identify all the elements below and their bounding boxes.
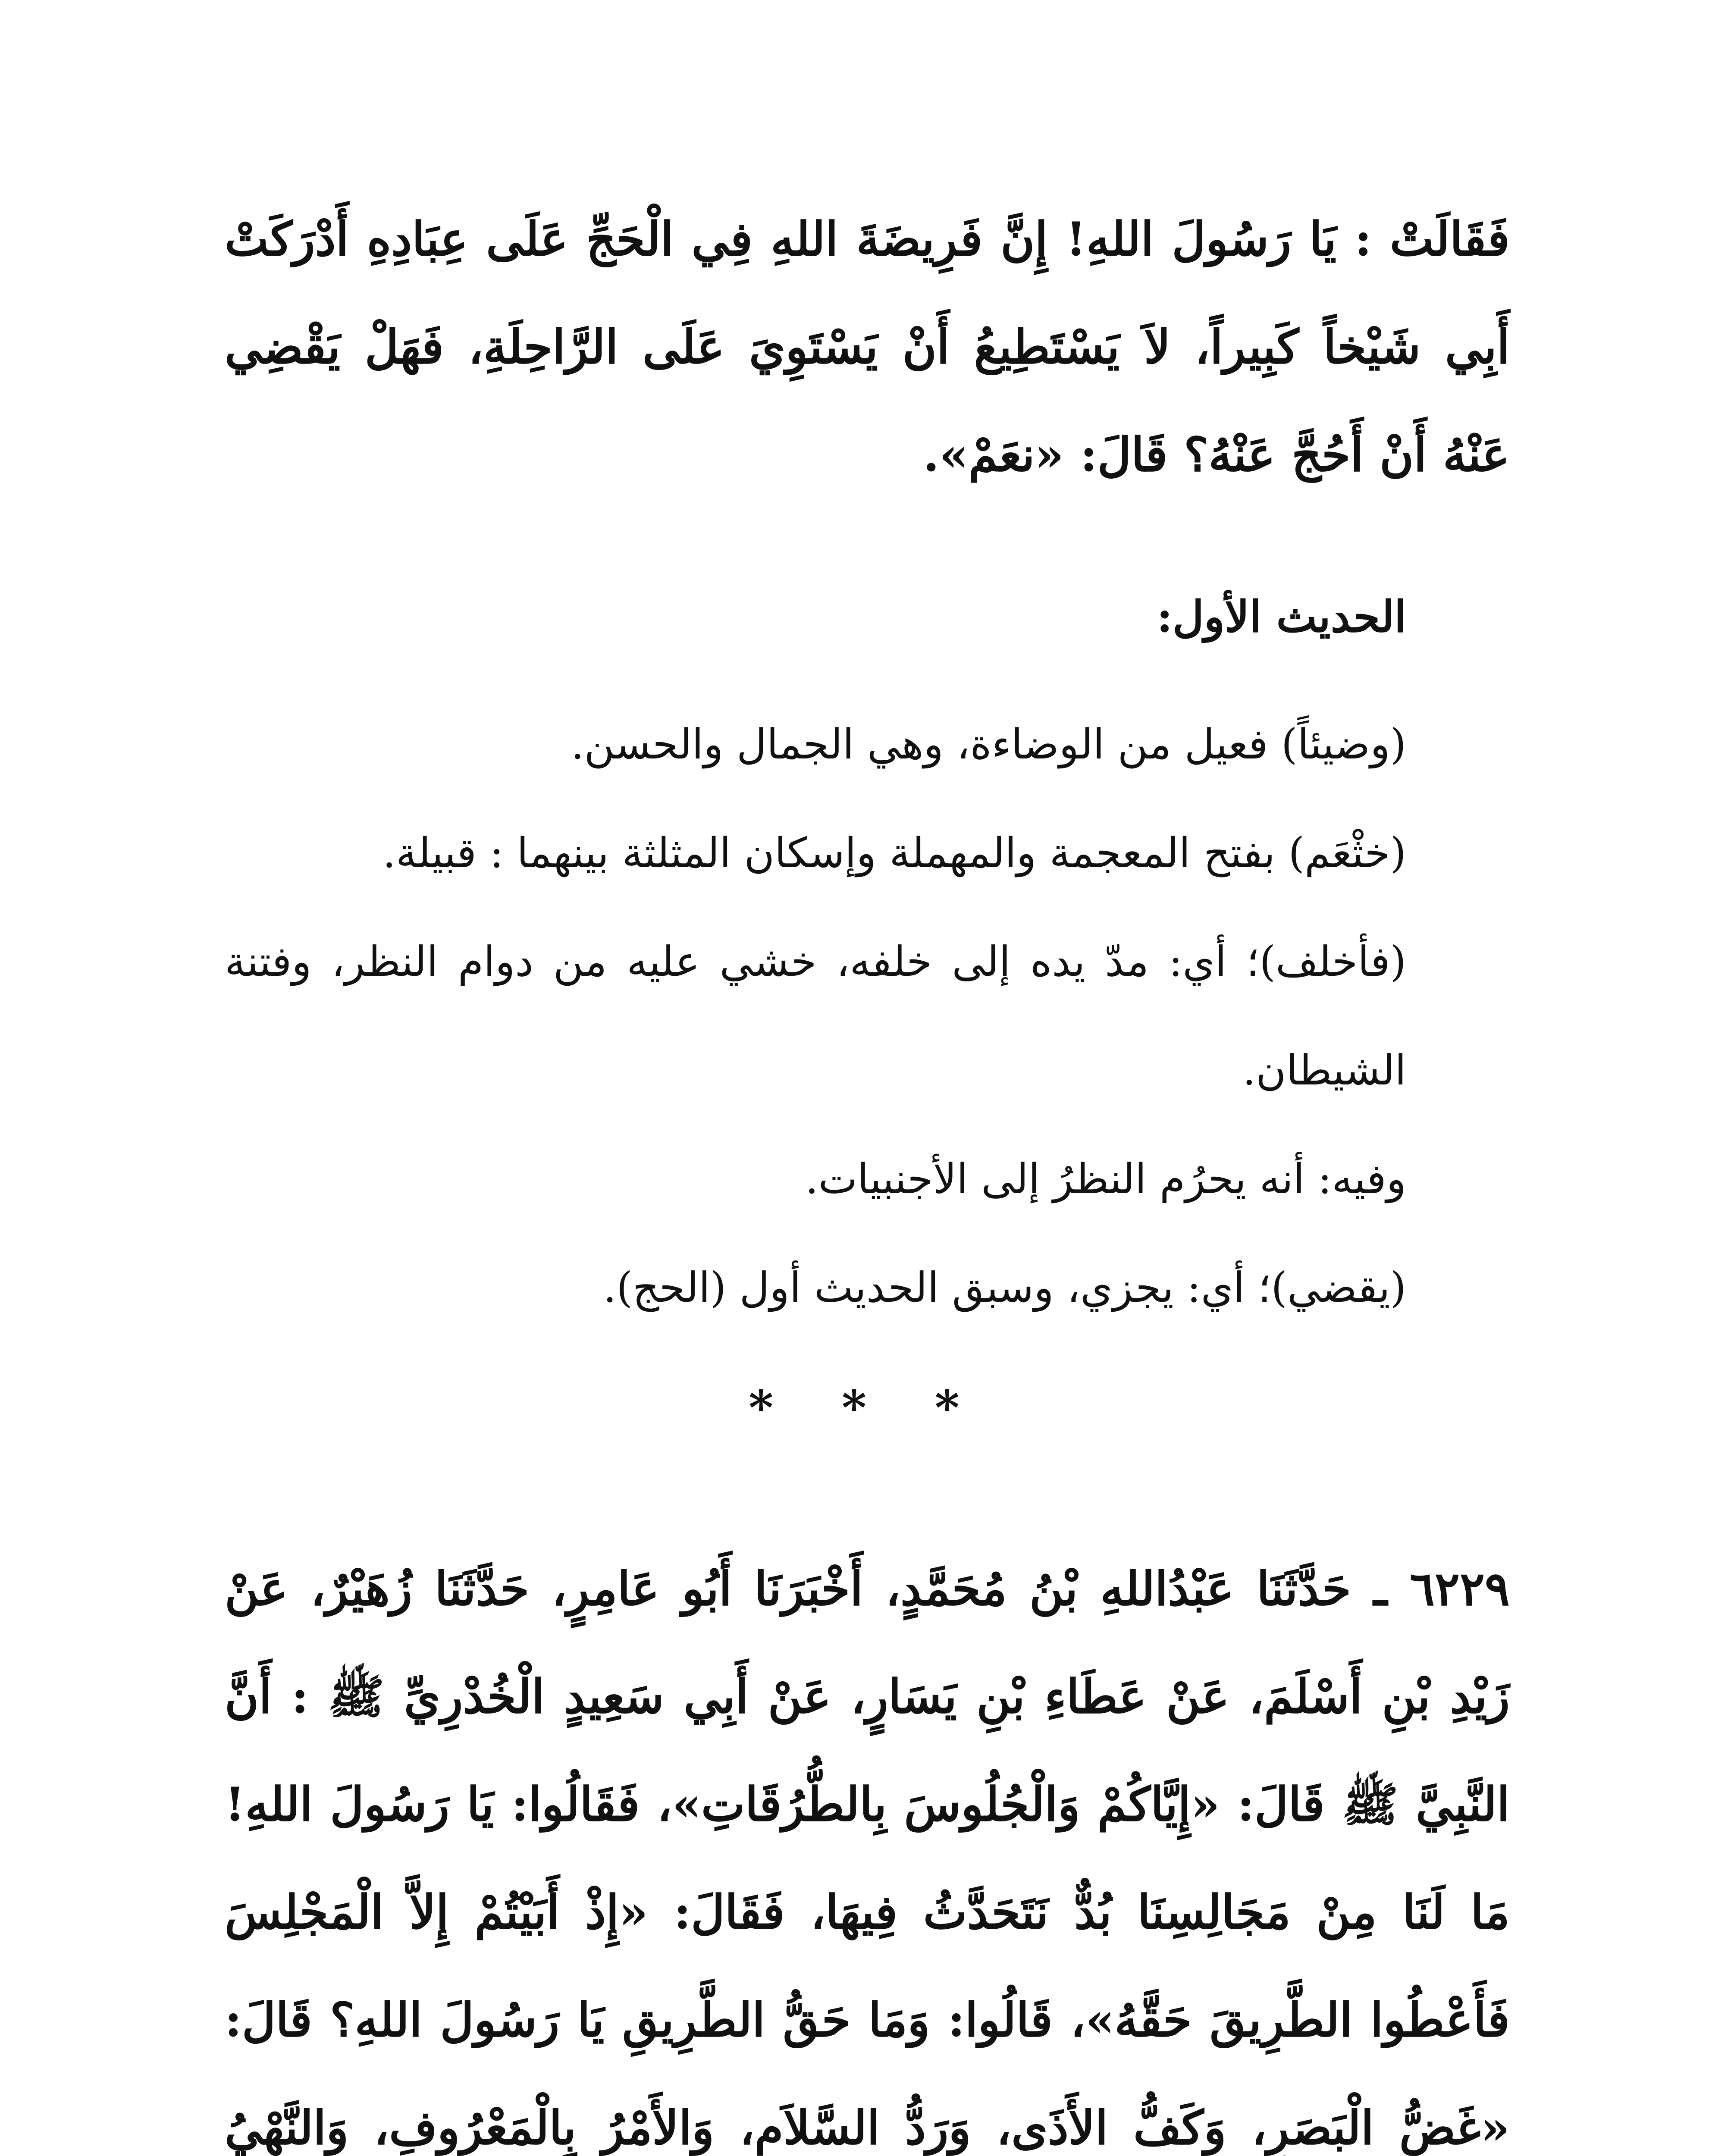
commentary-note-akhlaf: (فأخلف)؛ أي: مدّ يده إلى خلفه، خشي عليه من دوام النظر، وفتنة الشيطان. xyxy=(225,937,1406,1094)
commentary-note-ruling: وفيه: أنه يحرُم النظرُ إلى الأجنبيات. xyxy=(805,1155,1406,1203)
commentary-heading: الحديث الأول: xyxy=(1157,591,1406,642)
commentary-note-wadi: (وضيئاً) فعيل من الوضاءة، وهي الجمال والحسن. xyxy=(571,720,1406,768)
commentary-notes xyxy=(225,690,1510,1342)
commentary-note-khatham: (خثْعَم) بفتح المعجمة والمهملة وإسكان المثلثة بينهما : قبيلة. xyxy=(383,829,1406,877)
commentary-note-yaqdi: (يقضي)؛ أي: يجزي، وسبق الحديث أول (الحج). xyxy=(603,1263,1406,1312)
hadith-6229-paragraph: ٦٢٢٩ ـ حَدَّثَنَا عَبْدُاللهِ بْنُ مُحَمَّدٍ، أَخْبَرَنَا أَبُو عَامِرٍ، حَدَّثَنَا زُهَيْرٌ، عَنْ زَيْدِ بْنِ أَسْلَمَ، عَنْ عَطَاءِ بْنِ يَسَارٍ، عَنْ أَبِي سَعِيدٍ الْخُدْرِيِّ ﷺ : أَنَّ النَّبِيَّ ﷺ قَالَ: «إِيَّاكُمْ وَالْجُلُوسَ بِالطُّرُقَاتِ»، فَقَالُوا: يَا رَسُولَ اللهِ! مَا لَنَا مِنْ مَجَالِسِنَا بُدٌّ نَتَحَدَّثُ فِيهَا، فَقَالَ: «إِذْ أَبَيْتُمْ إِلاَّ الْمَجْلِسَ فَأَعْطُوا الطَّرِيقَ حَقَّهُ»، قَالُوا: وَمَا حَقُّ الطَّرِيقِ يَا رَسُولَ اللهِ؟ قَالَ: «غَضُّ الْبَصَرِ، وَكَفُّ الأَذَى، وَرَدُّ السَّلاَمِ، وَالأَمْرُ بِالْمَعْرُوفِ، وَالنَّهْيُ xyxy=(225,1562,1510,2155)
section-separator: * * * xyxy=(748,1380,986,1435)
top-hadith-paragraph: فَقَالَتْ : يَا رَسُولَ اللهِ! إِنَّ فَرِيضَةَ اللهِ فِي الْحَجِّ عَلَى عِبَادِهِ أَدْرَكَتْ أَبِي شَيْخاً كَبِيراً، لاَ يَسْتَطِيعُ أَنْ يَسْتَوِيَ عَلَى الرَّاحِلَةِ، فَهَلْ يَقْضِي عَنْهُ أَنْ أَحُجَّ عَنْهُ؟ قَالَ: «نعَمْ». xyxy=(225,212,1510,482)
